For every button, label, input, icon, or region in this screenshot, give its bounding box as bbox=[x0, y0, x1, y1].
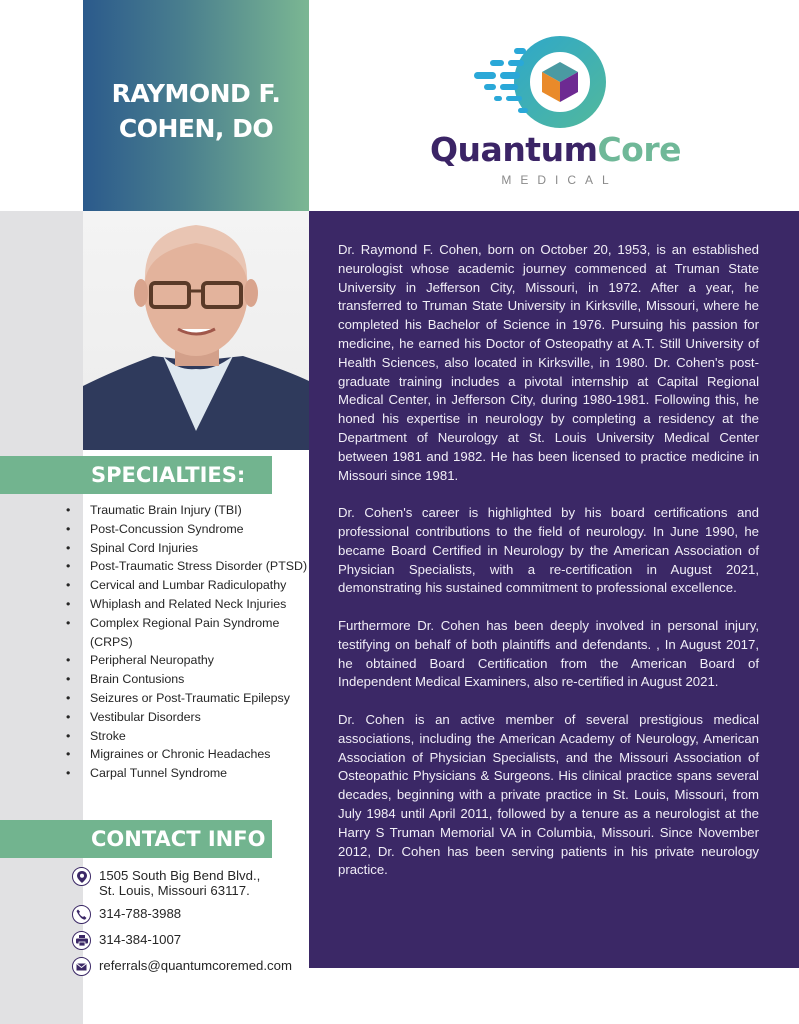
bullet-icon: • bbox=[66, 653, 71, 668]
bullet-icon: • bbox=[66, 672, 71, 687]
contact-address bbox=[72, 868, 312, 898]
fax-printer-icon bbox=[72, 931, 91, 950]
contact-info bbox=[72, 868, 312, 984]
bullet-icon: • bbox=[66, 521, 71, 536]
specialty-item: • Spinal Cord Injuries bbox=[60, 539, 310, 558]
bullet-icon: • bbox=[66, 766, 71, 781]
location-pin-icon bbox=[72, 867, 91, 886]
logo-subtitle: MEDICAL bbox=[501, 173, 618, 187]
contact-info-heading: CONTACT INFO bbox=[0, 820, 272, 858]
contact-email[interactable] bbox=[72, 958, 312, 976]
logo-wordmark bbox=[430, 130, 680, 169]
bullet-icon: • bbox=[66, 540, 71, 555]
doctor-name-line2: COHEN, DO bbox=[118, 113, 274, 143]
envelope-icon bbox=[72, 957, 91, 976]
bullet-icon: • bbox=[66, 503, 71, 517]
specialty-item: • Carpal Tunnel Syndrome bbox=[60, 764, 310, 783]
specialty-item: • Seizures or Post-Traumatic Epilepsy bbox=[60, 689, 310, 708]
bio-paragraph: Furthermore Dr. Cohen has been deeply involved in personal injury, testifying on behalf of both plaintiffs and defendants. , In August 2017, he obtained Board Certification from the American Board of Independent Medical Examiners, also re-certified in August 2021. bbox=[338, 617, 759, 690]
name-header bbox=[83, 0, 309, 211]
specialty-item: • Migraines or Chronic Headaches bbox=[60, 745, 310, 764]
biography-panel bbox=[309, 211, 799, 968]
specialties-list bbox=[60, 501, 310, 783]
specialty-item: • Brain Contusions bbox=[60, 670, 310, 689]
doctor-photo bbox=[83, 211, 309, 450]
address-line1: 1505 South Big Bend Blvd., bbox=[99, 868, 261, 883]
bullet-icon: • bbox=[66, 690, 71, 705]
doctor-name-line1: RAYMOND F. bbox=[111, 78, 281, 108]
fax-number: 314-384-1007 bbox=[99, 932, 182, 947]
bullet-icon: • bbox=[66, 596, 71, 611]
bio-paragraph: Dr. Cohen's career is highlighted by his board certifications and professional contributions to the field of neurology. In June 1990, he became Board Certified in Neurology by the American Association of Physician Specialists, with a re-certification in August 2021, demonstrating his sustained commitment to professional excellence. bbox=[338, 505, 759, 596]
quantumcore-cube-logo-icon bbox=[470, 32, 610, 132]
specialty-item: • Post-Traumatic Stress Disorder (PTSD) bbox=[60, 557, 310, 576]
specialty-item: • Vestibular Disorders bbox=[60, 708, 310, 727]
contact-fax bbox=[72, 932, 312, 950]
phone-icon bbox=[72, 905, 91, 924]
bullet-icon: • bbox=[66, 559, 71, 574]
email-link[interactable]: referrals@quantumcoremed.com bbox=[99, 958, 292, 973]
specialty-item: • Cervical and Lumbar Radiculopathy bbox=[60, 576, 310, 595]
specialty-item: • Traumatic Brain Injury (TBI) bbox=[60, 501, 310, 520]
specialty-item: • Peripheral Neuropathy bbox=[60, 651, 310, 670]
bio-paragraph: Dr. Cohen is an active member of several prestigious medical associations, including the American Academy of Neurology, American Association of Physician Specialists, and the Missouri Association of Osteopathic Physicians & Surgeons. His clinical practice spans several decades, beginning with a private practice in St. Louis, Missouri, from July 1984 until April 2011, followed by a tenure as a neurologist at the Harry S Truman Memorial VA in Columbia, Missouri. Since November 2012, Dr. Cohen has been serving patients in his private neurology practice. bbox=[338, 711, 759, 878]
specialty-item: • Complex Regional Pain Syndrome (CRPS) bbox=[66, 615, 280, 649]
doctor-name bbox=[112, 66, 281, 146]
logo-word-quantum: Quantum bbox=[430, 130, 598, 169]
specialty-item: • Post-Concussion Syndrome bbox=[60, 520, 310, 539]
bullet-icon: • bbox=[66, 728, 71, 743]
portrait-illustration bbox=[83, 211, 309, 450]
bullet-icon: • bbox=[66, 615, 71, 630]
bullet-icon: • bbox=[66, 747, 71, 762]
specialty-item: • Whiplash and Related Neck Injuries bbox=[60, 595, 310, 614]
bullet-icon: • bbox=[66, 709, 71, 724]
bullet-icon: • bbox=[66, 578, 71, 593]
phone-number[interactable]: 314-788-3988 bbox=[99, 906, 182, 921]
bio-paragraph: Dr. Raymond F. Cohen, born on October 20, 1953, is an established neurologist whose academic journey commenced at Truman State University in Jefferson City, Missouri, in 1972. After a year, he transferred to Truman State University in Kirksville, Missouri, where he completed his Bachelor of Science in 1976. Pursuing his passion for medicine, he earned his Doctor of Osteopathy at A.T. Still University of Health Sciences, also located in Kirksville, in 1980. Dr. Cohen's post-graduate training includes a pivotal internship at Capital Regional Medical Center, in Jefferson City, during 1980-1981. Following this, he honed his expertise in neurology by completing a residency at the Department of Neurology at St. Louis University Medical Center between 1981 and 1982. He has been licensed to practice medicine in Missouri since 1981. bbox=[338, 242, 759, 483]
contact-phone[interactable] bbox=[72, 906, 312, 924]
address-line2: St. Louis, Missouri 63117. bbox=[99, 883, 250, 898]
company-logo bbox=[430, 30, 680, 190]
specialties-heading: SPECIALTIES: bbox=[0, 456, 272, 494]
specialty-item: • Stroke bbox=[60, 727, 310, 746]
logo-word-core: Core bbox=[597, 130, 682, 169]
